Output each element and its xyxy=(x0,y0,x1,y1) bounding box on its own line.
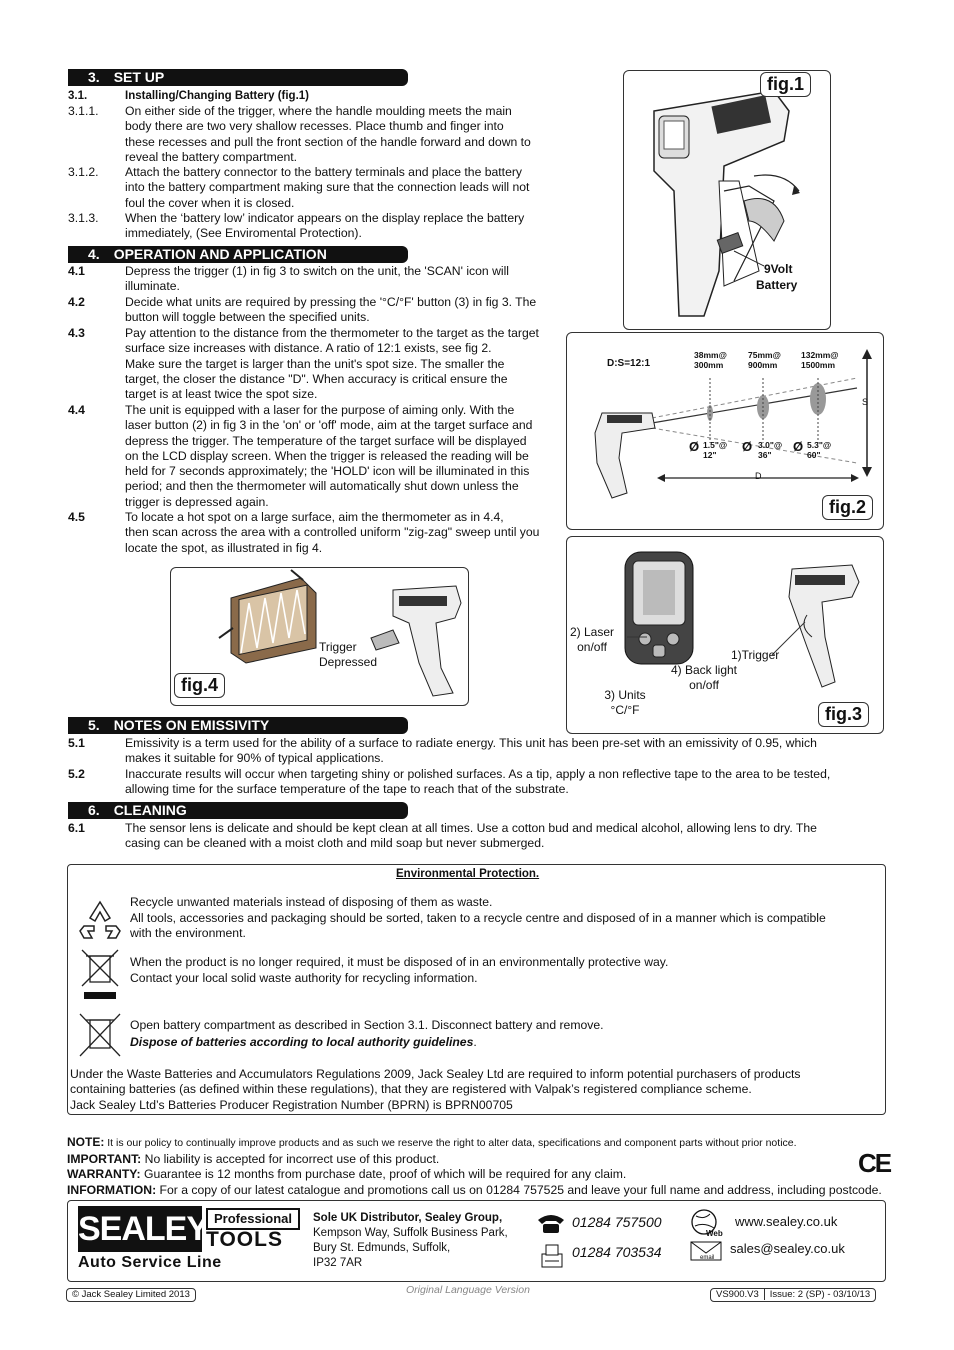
fig3-label: fig.3 xyxy=(818,702,869,727)
paragraph: Inaccurate results will occur when targeting shiny or polished surfaces. As a tip, apply a non reflective tape to the area to be tested, allowing time for the surface temperature of the tape to reach that of the substrate. xyxy=(125,767,831,797)
item-number: 4.5 xyxy=(68,510,85,524)
item-number: 4.2 xyxy=(68,295,85,309)
ratio-label: D:S=12:1 xyxy=(607,358,651,369)
d-label: D xyxy=(755,471,762,481)
section-number: 3. xyxy=(88,69,100,85)
item-number: 5.1 xyxy=(68,736,85,750)
spot-2-bottom: 3.0"@ 36" xyxy=(758,440,783,460)
item-number: 4.3 xyxy=(68,326,85,340)
weee-bin-icon xyxy=(80,948,120,1002)
item-number: 4.1 xyxy=(68,264,85,278)
fax-number: 01284 703534 xyxy=(572,1244,662,1260)
item-number: 3.1.2. xyxy=(68,165,99,179)
section-4-header xyxy=(68,246,408,263)
version-badge: VS900.V3 Issue: 2 (SP) - 03/10/13 xyxy=(710,1288,876,1302)
website-link[interactable]: www.sealey.co.uk xyxy=(735,1214,838,1229)
paragraph: The unit is equipped with a laser for the purpose of aiming only. With the laser button (2) in fig 3 in the 'on' or 'off' mode, aim at the target surface and depress the trigger. The temperature of the target surface will be displayed on the LCD display screen. When the trigger is released the reading will be held for 7 seconds approximately; the 'HOLD' icon will be illuminated in this period; and then the thermometer will automatically shut down unless the trigger is depressed again. xyxy=(125,403,533,509)
battery-label: 9Volt xyxy=(764,262,793,276)
phone-number: 01284 757500 xyxy=(572,1214,662,1230)
email-link[interactable]: sales@sealey.co.uk xyxy=(730,1241,845,1256)
web-globe-icon xyxy=(690,1208,726,1238)
battery-bin-icon xyxy=(78,1012,122,1058)
spot-1-top: 38mm@ 300mm xyxy=(694,350,727,370)
section-number: 6. xyxy=(88,802,100,818)
units-button-label: 3) Units °C/°F xyxy=(604,688,646,717)
svg-text:email: email xyxy=(700,1255,715,1261)
spot-3-top: 132mm@ 1500mm xyxy=(801,350,839,370)
environment-title: Environmental Protection. xyxy=(396,868,540,880)
battery-paragraph: Open battery compartment as described in Section 3.1. Disconnect battery and remove. Dispose of batteries according to local authority guidelines. xyxy=(130,1018,604,1049)
section-number: 5. xyxy=(88,717,100,733)
laser-button-label: 2) Laser on/off xyxy=(569,625,615,654)
phone-icon xyxy=(536,1212,566,1234)
fax-icon xyxy=(538,1242,566,1270)
email-envelope-icon xyxy=(690,1241,722,1261)
item-number: 4.4 xyxy=(68,403,85,417)
diameter-icon: Ø xyxy=(793,439,804,454)
paragraph: Depress the trigger (1) in fig 3 to switch on the unit, the 'SCAN' icon will illuminate. xyxy=(125,264,509,294)
spot-3-bottom: 5.3"@ 60" xyxy=(807,440,832,460)
recycle-icon xyxy=(78,898,122,942)
paragraph: When the ‘battery low’ indicator appears on the display replace the battery immediately, (See Enviromental Protection). xyxy=(125,211,525,241)
item-number: 3.1. xyxy=(68,90,88,102)
spot-2-top: 75mm@ 900mm xyxy=(748,350,781,370)
regulations-paragraph: Under the Waste Batteries and Accumulators Regulations 2009, Jack Sealey Ltd are required to inform potential purchasers of products containing batteries (as defined within these regulations), that they are registered with Valpak’s registered compliance scheme. Jack Sealey Ltd’s Batteries Producer Registration Number (BPRN) is BPRN00705 xyxy=(70,1067,801,1112)
fig4-label: fig.4 xyxy=(174,673,225,698)
item-number: 3.1.1. xyxy=(68,104,99,118)
paragraph: To locate a hot spot on a large surface, aim the thermometer as in 4.4, then scan across the area with a controlled uniform "zig-zag" sweep until you locate the spot, as illustrated in fig 4. xyxy=(125,510,540,555)
section-5-header xyxy=(68,717,408,734)
item-number: 6.1 xyxy=(68,821,85,835)
s-label: S xyxy=(862,397,869,407)
section-6-header xyxy=(68,802,408,819)
paragraph: Pay attention to the distance from the thermometer to the target as the target surface size increases with distance. A ratio of 12:1 exists, see fig 2. Make sure the target is larger than the unit's spot size. The smaller the target, the closer the distance "D". When accuracy is critical ensure the target is at least twice the spot size. xyxy=(125,326,539,402)
section-number: 4. xyxy=(88,246,100,262)
paragraph: Attach the battery connector to the battery terminals and place the battery into the battery compartment making sure that the connection leads will not foul the cover when it is closed. xyxy=(125,165,530,210)
paragraph: Decide what units are required by pressing the '°C/°F' button (3) in fig 3. The button will toggle between the specified units. xyxy=(125,295,537,325)
paragraph: Emissivity is a term used for the ability of a surface to radiate energy. This unit has been pre-set with an emissivity of 0.95, which makes it suitable for 90% of typical applications. xyxy=(125,736,817,766)
backlight-button-label: 4) Back light on/off xyxy=(670,663,738,692)
svg-text:Web: Web xyxy=(706,1229,723,1238)
fig2-label: fig.2 xyxy=(822,495,873,520)
notes-block: NOTE: It is our policy to continually improve products and as such we reserve the right to alter data, specifications and component parts without prior notice. IMPORTANT: No liability is accepted for incorrect use of this product. WARRANTY: Guarantee is 12 months from purchase date, proof of which will be required for any claim. INFORMATION: For a copy of our latest catalogue and promotions call us on 01284 757525 and leave your full name and address, including postcode. xyxy=(67,1135,882,1197)
original-language-note: Original Language Version xyxy=(406,1284,530,1296)
fig1-box xyxy=(623,70,831,330)
section-title: SET UP xyxy=(113,69,165,85)
ce-mark-icon: CE xyxy=(858,1148,891,1178)
section-title: OPERATION AND APPLICATION xyxy=(113,246,327,262)
sealey-logo: SEALEY xyxy=(78,1206,202,1252)
section-title: CLEANING xyxy=(113,802,187,818)
spot-1-bottom: 1.5"@ 12" xyxy=(703,440,728,460)
auto-service-line-logo: Auto Service Line xyxy=(78,1254,222,1271)
diameter-icon: Ø xyxy=(689,439,700,454)
disposal-paragraph: When the product is no longer required, it must be disposed of in an environmentally protective way. Contact your local solid waste authority for recycling information. xyxy=(130,955,669,985)
subsection-title: Installing/Changing Battery (fig.1) xyxy=(125,90,310,102)
section-3-header xyxy=(68,69,408,86)
thermometer-battery-illustration xyxy=(624,71,830,329)
item-number: 5.2 xyxy=(68,767,85,781)
trigger-label: 1)Trigger xyxy=(731,648,780,662)
trigger-depressed-label: Trigger Depressed xyxy=(319,640,378,669)
diameter-icon: Ø xyxy=(742,439,753,454)
distributor-address: Sole UK Distributor, Sealey Group, Kempson Way, Suffolk Business Park, Bury St. Edmunds, Suffolk, IP32 7AR xyxy=(313,1212,508,1269)
item-number: 3.1.3. xyxy=(68,211,99,225)
section-title: NOTES ON EMISSIVITY xyxy=(113,717,270,733)
fig1-label: fig.1 xyxy=(760,72,811,97)
professional-logo: Professional xyxy=(206,1208,300,1230)
battery-label-2: Battery xyxy=(756,278,798,292)
copyright-badge: © Jack Sealey Limited 2013 xyxy=(66,1288,196,1302)
paragraph: On either side of the trigger, where the handle moulding meets the main body there are two very shallow recesses. Place thumb and finger into these recesses and pull the front section of the handle forward and down to reveal the battery compartment. xyxy=(125,104,531,164)
recycle-paragraph: Recycle unwanted materials instead of disposing of them as waste. All tools, accessories and packaging should be sorted, taken to a recycle centre and disposed of in a manner which is compatible with the environment. xyxy=(130,895,826,941)
tools-logo: TOOLS xyxy=(206,1228,283,1251)
paragraph: The sensor lens is delicate and should be kept clean at all times. Use a cotton bud and medical alcohol, allowing lens to dry. The casing can be cleaned with a moist cloth and mild soap but never submerged. xyxy=(125,821,817,851)
